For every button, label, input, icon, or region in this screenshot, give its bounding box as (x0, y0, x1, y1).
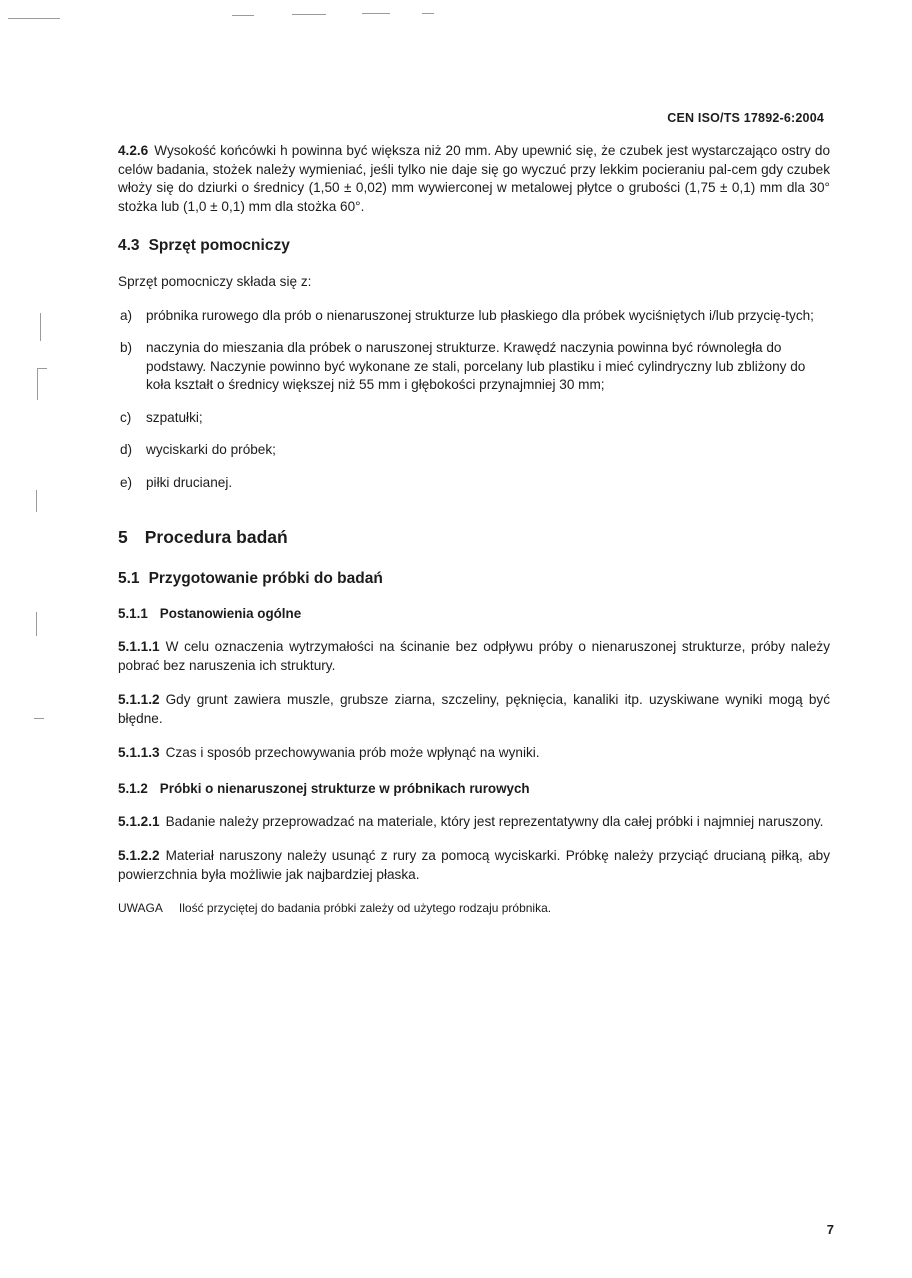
section-title: Sprzęt pomocniczy (148, 237, 290, 254)
list-label: b) (120, 340, 133, 355)
list-text: piłki drucianej. (146, 474, 233, 490)
clause-5-1-2-1 (118, 813, 830, 832)
section-title: Procedura badań (144, 527, 288, 547)
list-label: d) (120, 442, 133, 457)
page-number: 7 (826, 1222, 834, 1237)
list-text: próbnika rurowego dla prób o nienaruszonej strukturze lub płaskiego dla próbek wyciśniętych i/lub przycię-tych; (146, 307, 814, 323)
section-heading-4-3 (118, 237, 830, 255)
section-number: 5 (118, 527, 128, 547)
clause-number: 5.1.1.1 (118, 639, 160, 654)
section-heading-5-1-1 (118, 606, 830, 621)
section-number: 5.1.1 (118, 606, 148, 621)
scan-artifact-left-2 (37, 368, 38, 400)
clause-text: Gdy grunt zawiera muszle, grubsze ziarna, szczeliny, pęknięcia, kanaliki itp. uzyskiwane wyniki mogą być błędne. (118, 692, 830, 726)
section-title: Postanowienia ogólne (159, 606, 302, 621)
section-number: 5.1.2 (118, 780, 148, 796)
clause-text: Badanie należy przeprowadzać na materiale, który jest reprezentatywny dla całej próbki i najmniej naruszony. (165, 813, 824, 829)
list-label: c) (120, 409, 132, 425)
standard-code-header: CEN ISO/TS 17892-6:2004 (667, 111, 824, 125)
section-title: Próbki o nienaruszonej strukturze w próbnikach rurowych (159, 780, 530, 796)
clause-text: Materiał naruszony należy usunąć z rury za pomocą wyciskarki. Próbkę należy przyciąć drucianą piłką, aby powierzchnia była możliwie jak najbardziej płaska. (118, 848, 830, 882)
scan-artifact-left-5 (36, 612, 37, 636)
section-intro: Sprzęt pomocniczy składa się z: (118, 274, 312, 289)
section-heading-5 (118, 527, 830, 548)
clause-number: 5.1.2.2 (118, 848, 160, 863)
list-item (118, 307, 830, 326)
clause-number: 4.2.6 (118, 143, 149, 158)
document-body (118, 142, 830, 916)
scan-artifact-top-1 (8, 18, 60, 19)
list-item (118, 339, 830, 395)
scan-artifact-left-4 (36, 490, 37, 512)
clause-text: W celu oznaczenia wytrzymałości na ścinanie bez odpływu próby o nienaruszonej strukturze, próby należy pobrać bez naruszenia ich struktury. (118, 639, 830, 673)
clause-text: Wysokość końcówki h powinna być większa niż 20 mm. Aby upewnić się, że czubek jest wystarczająco ostry do celów badania, stożek należy wymieniać, jeśli tylko nie daje się go wyczuć przy lekkim pocieraniu pal-cem gdy czubek włoży się do dziurki o średnicy (1,50 ± 0,02) mm wywierconej w metalowej płytce o grubości (1,75 ± 0,1) mm dla 30° stożka lub (1,0 ± 0,1) mm dla stożka 60°. (118, 143, 830, 214)
list-text: wyciskarki do próbek; (146, 442, 276, 457)
list-item (118, 441, 830, 460)
scan-artifact-top-2 (232, 15, 254, 16)
section-number: 5.1 (118, 570, 140, 587)
clause-5-1-1-1 (118, 638, 830, 675)
section-title: Przygotowanie próbki do badań (148, 570, 383, 587)
list-text: naczynia do mieszania dla próbek o naruszonej strukturze. Krawędź naczynia powinna być równoległa do podstawy. Naczynie powinno być wykonane ze stali, porcelany lub plastiku i mieć cylindryczny lub zbliżony do koła kształt o średnicy większej niż 55 mm i głębokości przynajmniej 30 mm; (146, 340, 806, 392)
section-heading-5-1 (118, 570, 830, 588)
note (118, 900, 830, 916)
scan-artifact-top-5 (422, 13, 434, 14)
list-item (118, 409, 830, 428)
clause-text: Czas i sposób przechowywania prób może wpłynąć na wyniki. (165, 745, 540, 760)
scan-artifact-left-3 (37, 368, 47, 369)
clause-number: 5.1.1.3 (118, 745, 160, 760)
note-text: Ilość przyciętej do badania próbki zależy od użytego rodzaju próbnika. (178, 901, 552, 915)
scan-artifact-left-1 (40, 313, 41, 341)
clause-number: 5.1.1.2 (118, 692, 160, 707)
list-label: a) (120, 307, 133, 323)
clause-5-1-2-2 (118, 847, 830, 884)
clause-5-1-1-2 (118, 691, 830, 728)
clause-5-1-1-3 (118, 744, 830, 763)
clause-4-2-6 (118, 142, 830, 216)
list-item (118, 474, 830, 493)
section-number: 4.3 (118, 237, 140, 254)
section-heading-5-1-2 (118, 781, 830, 796)
list-text: szpatułki; (146, 409, 203, 425)
scan-artifact-top-4 (362, 13, 390, 14)
scan-artifact-top-3 (292, 14, 326, 15)
clause-number: 5.1.2.1 (118, 813, 160, 829)
scan-artifact-left-6 (34, 718, 44, 719)
list-label: e) (120, 474, 133, 490)
note-label: UWAGA (118, 901, 163, 915)
